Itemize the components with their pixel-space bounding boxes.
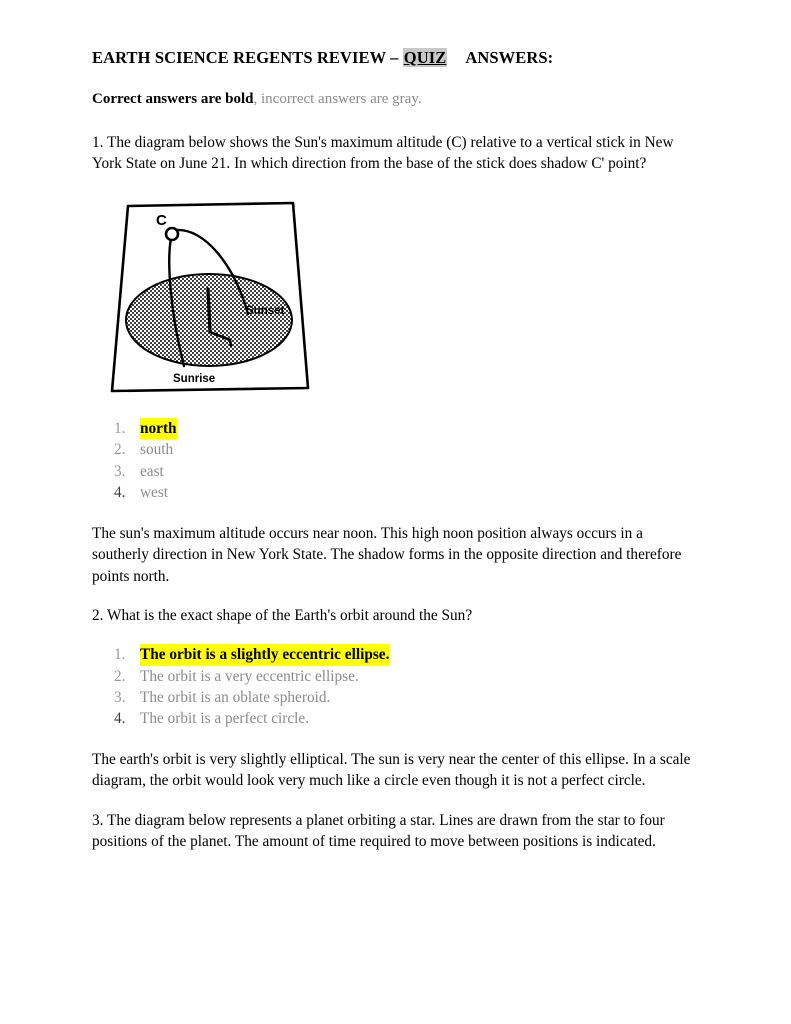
question-2-choices [114,644,700,728]
legend-bold-text: Correct answers are bold [92,90,254,107]
choice-2-1[interactable] [114,644,700,665]
choice-number: 4. [114,709,126,727]
choice-number: 2. [114,667,126,685]
document-content [92,48,700,870]
choice-1-1[interactable] [114,418,700,439]
choice-1-2[interactable] [114,439,700,460]
sun-path-diagram-svg [100,192,315,404]
choice-label: north [140,420,177,438]
choice-label: east [140,462,164,480]
sun-path-diagram-figure [100,192,315,404]
choice-2-3[interactable] [114,687,700,708]
label-c: C [156,212,167,230]
title-quiz-highlight: QUIZ [403,48,447,67]
question-1-choices [114,418,700,502]
choice-number: 4. [114,483,126,501]
question-2-explanation: The earth's orbit is very slightly elliptical. The sun is very near the center of this ellipse. In a scale diagram, the orbit would look very much like a circle even though it is not a perfect circle. [92,750,691,790]
choice-number: 3. [114,688,126,706]
choice-label: The orbit is an oblate spheroid. [140,688,331,706]
choice-label: The orbit is a perfect circle. [140,709,310,727]
choice-2-2[interactable] [114,666,700,687]
choice-number: 1. [114,646,126,664]
question-1-prompt: 1. The diagram below shows the Sun's maximum altitude (C) relative to a vertical stick in New York State on June 21. In which direction from the base of the stick does shadow C' point? [92,133,674,172]
choice-label: The orbit is a very eccentric ellipse. [140,667,359,685]
title-suffix: ANSWERS: [465,48,554,67]
title-prefix: EARTH SCIENCE REGENTS REVIEW – [92,48,403,67]
answer-key-legend [92,90,700,109]
vertical-stick [208,289,210,332]
label-sunset: Sunset [246,305,285,318]
choice-2-4[interactable] [114,708,700,729]
page-title [92,48,700,68]
legend-gray-text: , incorrect answers are gray. [253,90,422,107]
choice-number: 1. [114,420,126,438]
choice-highlight [140,418,177,439]
choice-number: 2. [114,441,126,459]
choice-label: west [140,483,169,501]
choice-label: south [140,441,174,459]
question-2-prompt: 2. What is the exact shape of the Earth's orbit around the Sun? [92,607,473,625]
sun-circle-icon [166,228,178,240]
label-sunrise: Sunrise [173,373,216,386]
question-3-prompt: 3. The diagram below represents a planet orbiting a star. Lines are drawn from the star to four positions of the planet. The amount of time required to move between positions is indicated. [92,811,665,851]
shadow-tick [230,340,231,346]
choice-1-3[interactable] [114,461,700,482]
choice-1-4[interactable] [114,482,700,503]
choice-label: The orbit is a slightly eccentric ellipse. [140,646,390,664]
choice-number: 3. [114,462,126,480]
choice-highlight [140,644,389,665]
question-1-explanation: The sun's maximum altitude occurs near noon. This high noon position always occurs in a southerly direction in New York State. The shadow forms in the opposite direction and therefore points north. [92,524,682,585]
